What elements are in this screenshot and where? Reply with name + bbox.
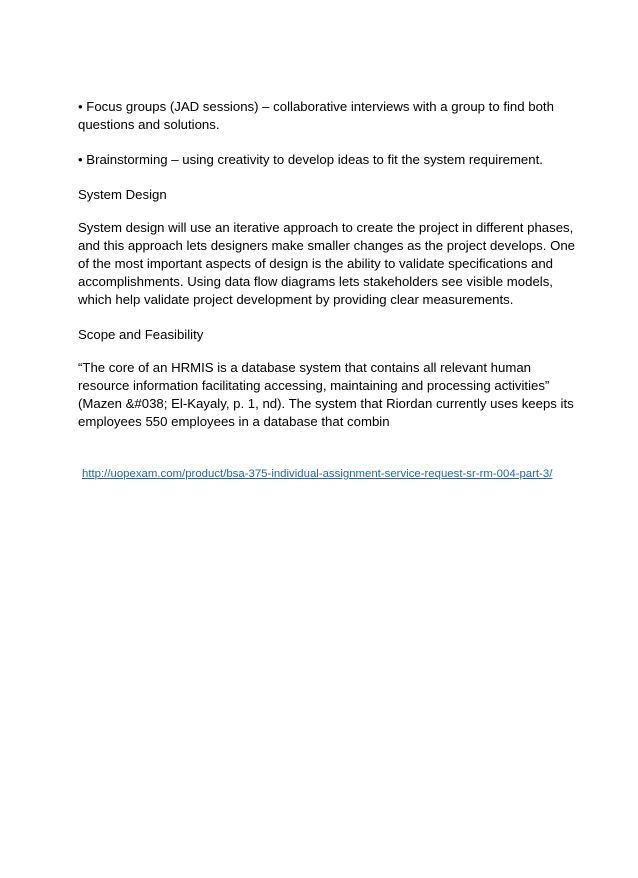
bullet-brainstorming: • Brainstorming – using creativity to develop ideas to fit the system requirement. [78,152,543,167]
paragraph-system-design: System design will use an iterative approach to create the project in different phases, and this approach lets designers make smaller changes as the project develops. One of the most important aspects of design is the ability to validate specifications and accomplishments. Using data flow diagrams lets stakeholders see visible models, which help validate project development by providing clear measurements. [78,220,576,307]
bullet-focus-groups: • Focus groups (JAD sessions) – collaborative interviews with a group to find both questions and solutions. [78,99,554,132]
heading-system-design: System Design [78,187,167,202]
heading-scope-feasibility: Scope and Feasibility [78,327,204,342]
document-body [78,98,578,482]
product-link[interactable]: http://uopexam.com/product/bsa-375-individual-assignment-service-request-sr-rm-004-part-3/ [82,468,553,480]
paragraph-scope-feasibility: “The core of an HRMIS is a database system that contains all relevant human resource information facilitating accessing, maintaining and processing activities” (Mazen &#038; El-Kayaly, p. 1, nd). The system that Riordan currently uses keeps its employees 550 employees in a database that combin [78,360,574,429]
